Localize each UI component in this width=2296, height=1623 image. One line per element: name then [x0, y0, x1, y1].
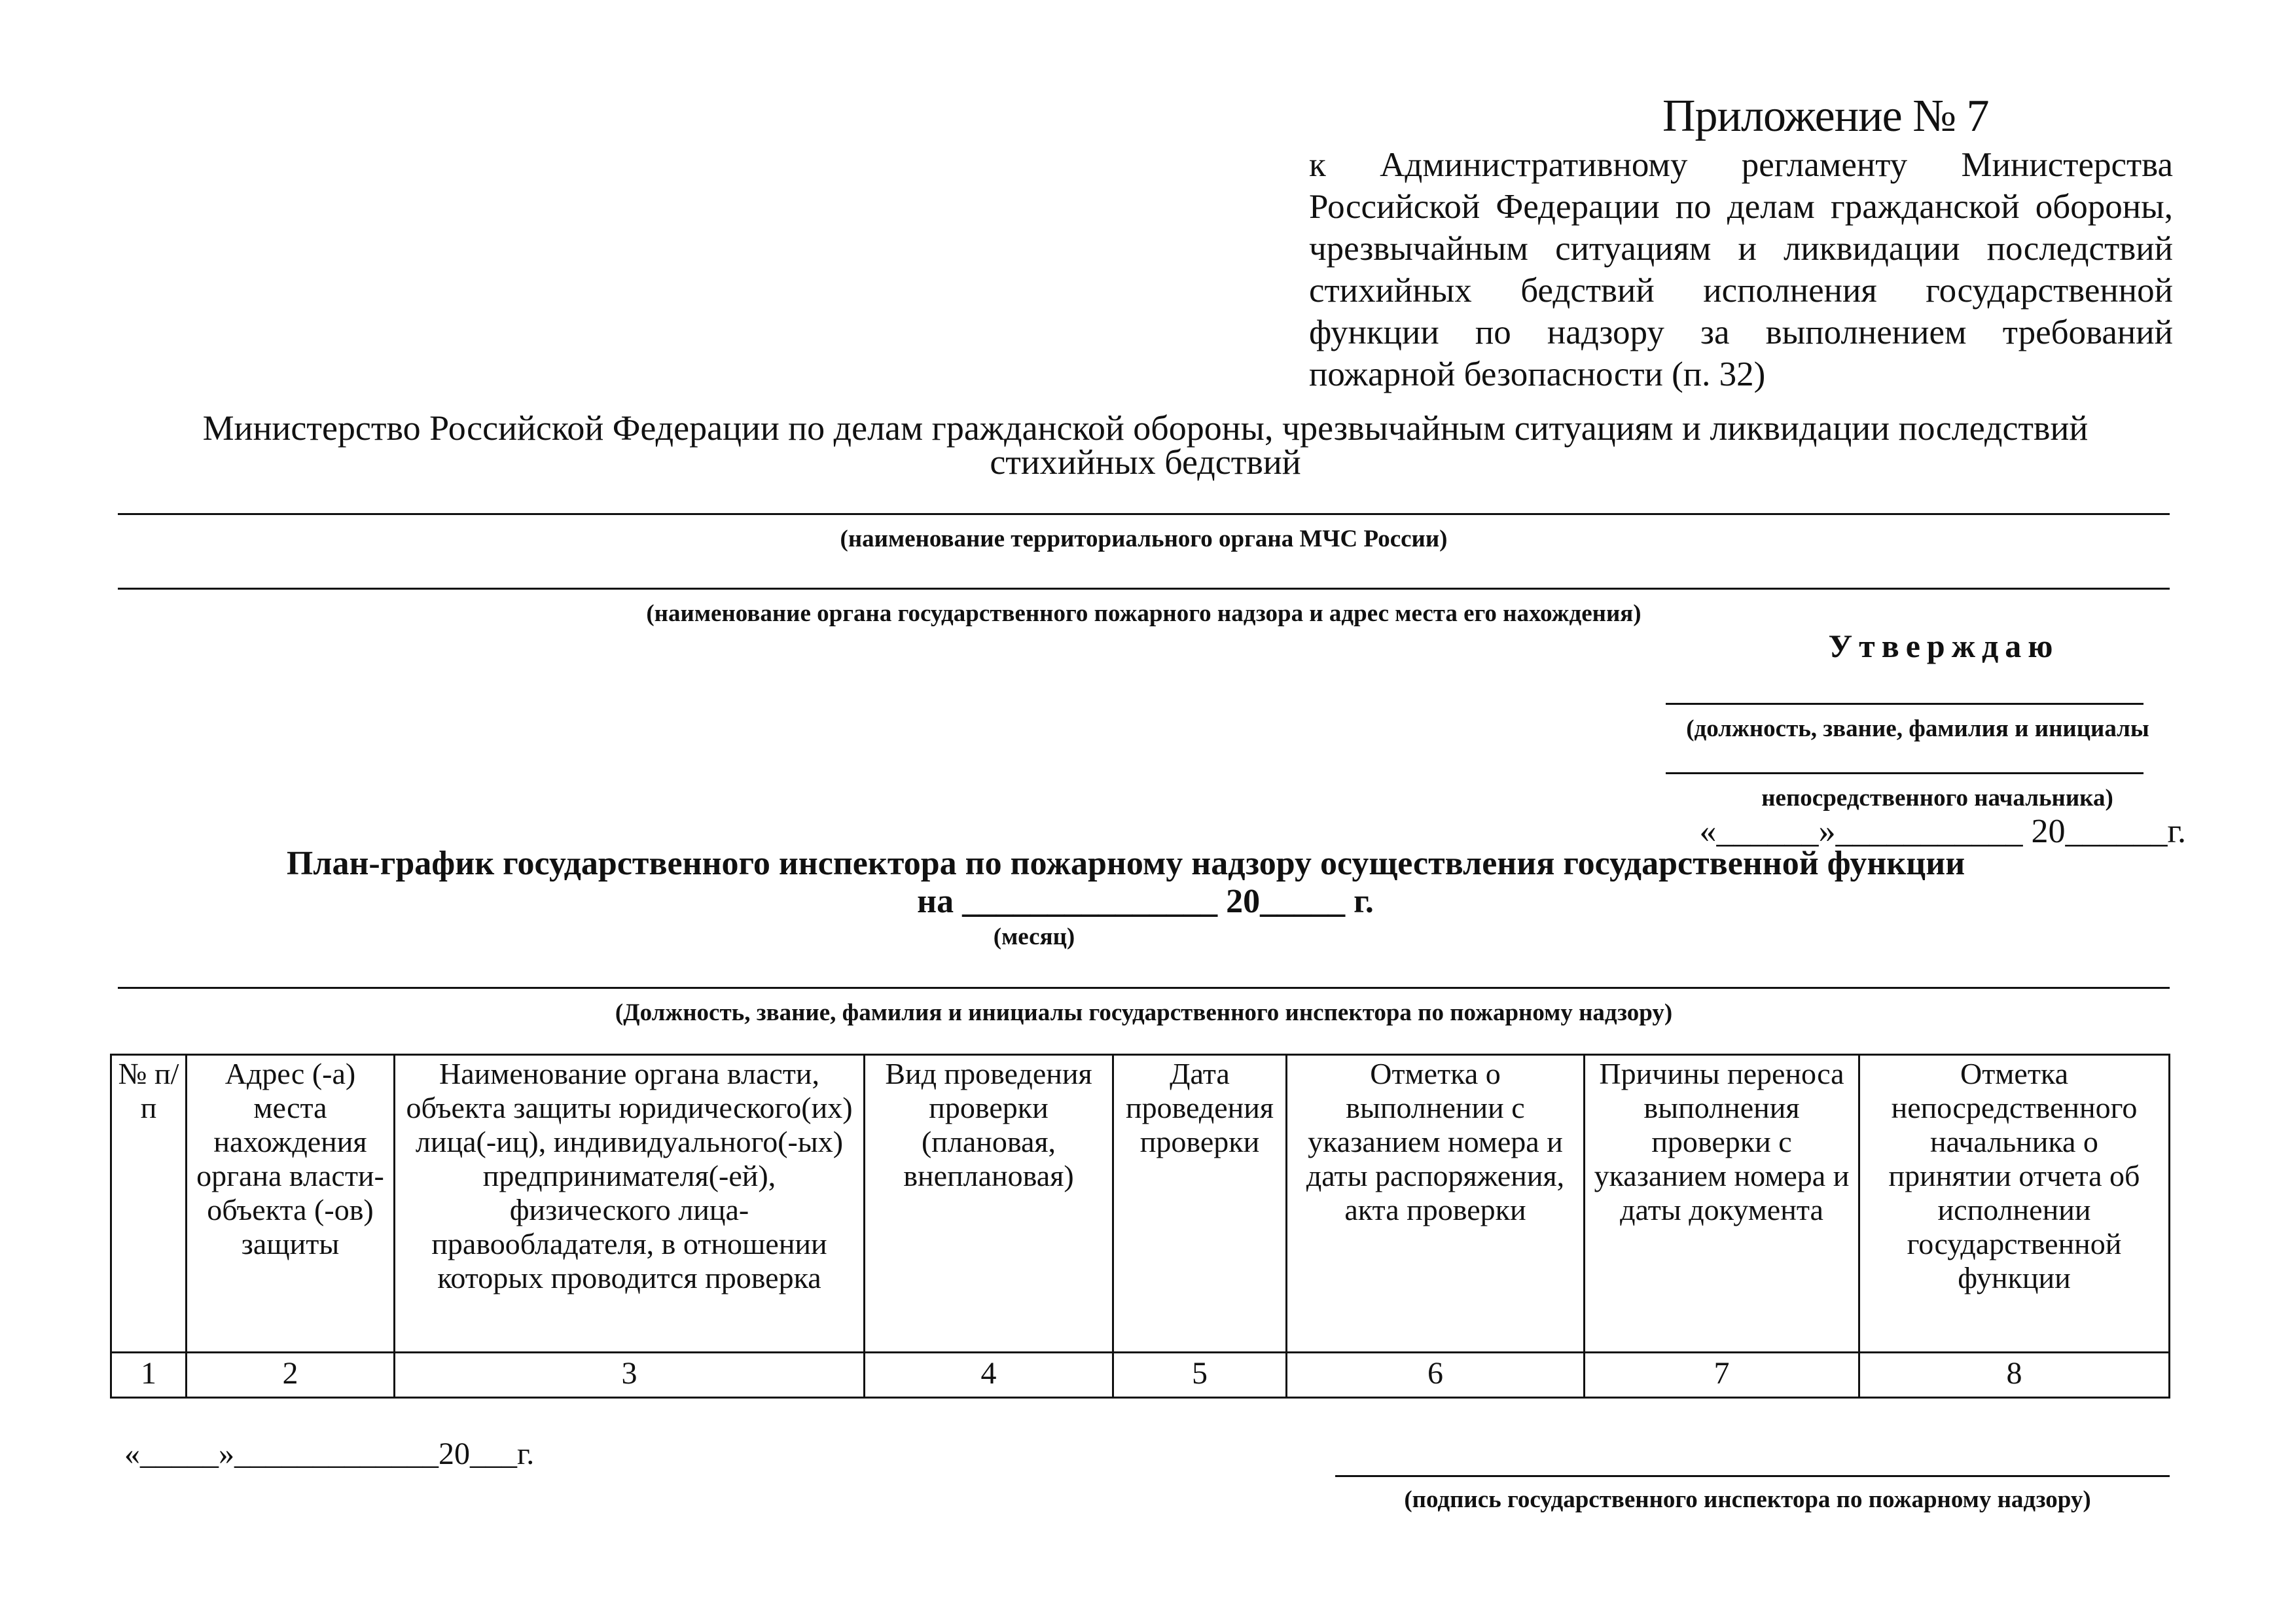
column-number-6: 6	[1287, 1353, 1585, 1398]
territorial-body-caption: (наименование территориального органа МЧС России)	[840, 526, 1448, 552]
ministry-heading-line-2: стихийных бедствий	[990, 442, 1301, 482]
territorial-body-field-line	[118, 513, 2170, 515]
header-postponement-reasons: Причины переноса выполнения проверки с указанием номера и даты документа	[1585, 1055, 1859, 1353]
approver-position-field-line	[1666, 703, 2144, 705]
ministry-heading	[118, 408, 2173, 482]
approval-date-line: «______»___________ 20______г.	[1699, 813, 2186, 850]
signature-field-line	[1335, 1475, 2170, 1477]
approver-position-caption-2: непосредственного начальника)	[1761, 785, 2113, 812]
appendix-title: Приложение № 7	[1662, 91, 1989, 141]
header-supervisor-mark: Отметка непосредственного начальника о принятии отчета об исполнении государственной функции	[1859, 1055, 2170, 1353]
column-number-2: 2	[187, 1353, 395, 1398]
header-number: № п/п	[111, 1055, 187, 1353]
column-number-7: 7	[1585, 1353, 1859, 1398]
approver-position-caption-1: (должность, звание, фамилия и инициалы	[1686, 715, 2149, 742]
approver-name-field-line	[1666, 772, 2144, 774]
signature-caption: (подпись государственного инспектора по пожарному надзору)	[1404, 1486, 2091, 1513]
appendix-reference-text: к Административному регламенту Министерства Российской Федерации по делам гражданской обороны, чрезвычайным ситуациям и ликвидации последствий стихийных бедствий исполнения государственной функции по надзору за выполнением требований пожарной безопасности (п. 32)	[1309, 146, 2173, 393]
column-number-4: 4	[865, 1353, 1113, 1398]
inspector-caption: (Должность, звание, фамилия и инициалы государственного инспектора по пожарному надзору)	[615, 999, 1673, 1026]
schedule-table	[110, 1054, 2170, 1399]
ministry-heading-line-1: Министерство Российской Федерации по делам гражданской обороны, чрезвычайным ситуациям и ликвидации последствий	[202, 408, 2089, 448]
plan-title: План-график государственного инспектора по пожарному надзору осуществления государственной функции	[286, 845, 1965, 882]
supervision-body-caption: (наименование органа государственного пожарного надзора и адрес места его нахождения)	[646, 600, 1641, 627]
month-caption: (месяц)	[993, 923, 1075, 950]
footer-date-line: «_____»_____________20___г.	[124, 1436, 535, 1471]
header-inspection-type: Вид проведения проверки (плановая, внеплановая)	[865, 1055, 1113, 1353]
header-completion-mark: Отметка о выполнении с указанием номера и даты распоряжения, акта проверки	[1287, 1055, 1585, 1353]
inspector-field-line	[118, 987, 2170, 989]
column-number-8: 8	[1859, 1353, 2170, 1398]
approval-label: Утверждаю	[1828, 628, 2060, 664]
column-number-5: 5	[1113, 1353, 1287, 1398]
table-header-row	[111, 1055, 2170, 1353]
header-inspection-date: Дата проведения проверки	[1113, 1055, 1287, 1353]
plan-period-line: на _______________ 20_____ г.	[917, 883, 1374, 920]
header-subject-name: Наименование органа власти, объекта защиты юридического(их) лица(-иц), индивидуального(-ых) предпринимателя(-ей), физического лица-правообладателя, в отношении которых проводится проверка	[395, 1055, 865, 1353]
column-number-3: 3	[395, 1353, 865, 1398]
supervision-body-field-line	[118, 588, 2170, 590]
table-column-numbers-row	[111, 1353, 2170, 1398]
column-number-1: 1	[111, 1353, 187, 1398]
header-address: Адрес (-а) места нахождения органа власти-объекта (-ов) защиты	[187, 1055, 395, 1353]
